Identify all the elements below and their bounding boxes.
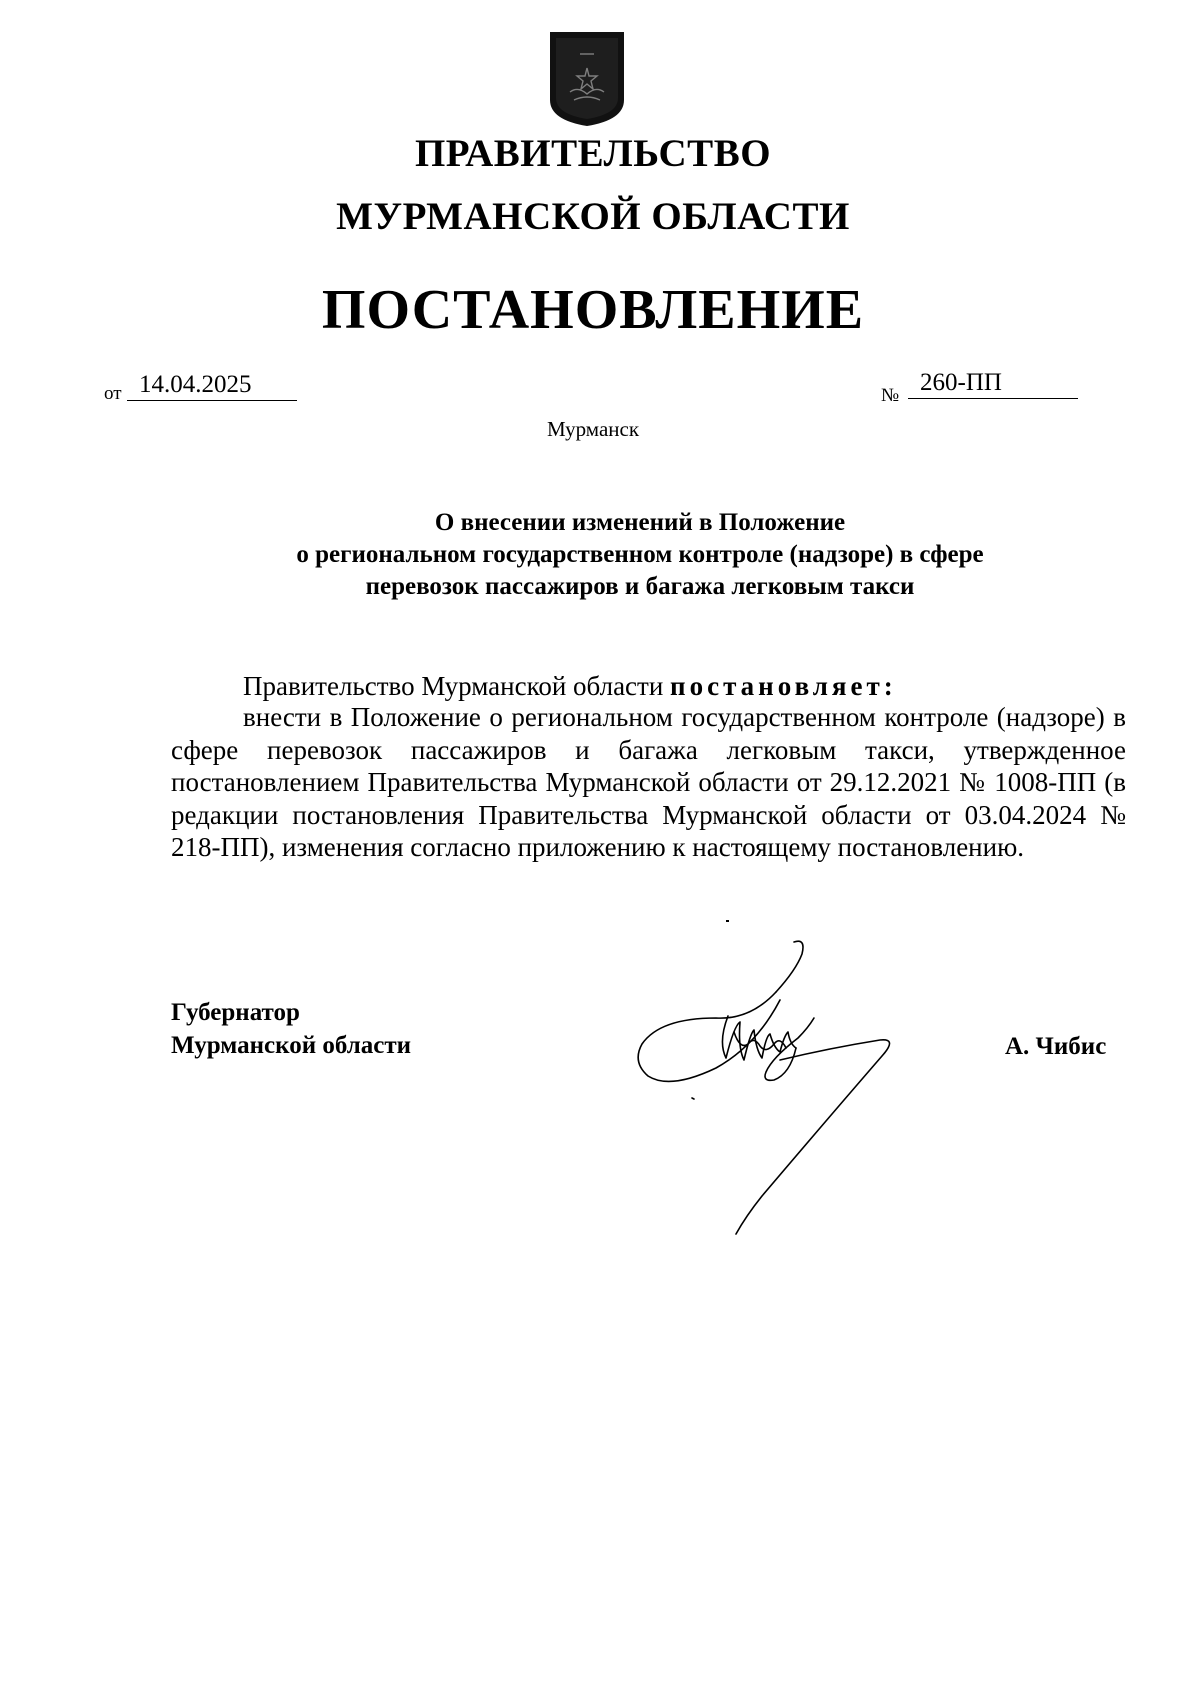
date-prefix-label: от <box>104 383 122 404</box>
signer-title <box>171 996 411 1062</box>
decree-word: постановляет: <box>670 671 897 701</box>
organization-name-line-1: ПРАВИТЕЛЬСТВО <box>414 132 772 175</box>
organization-name-line-2: МУРМАНСКОЙ ОБЛАСТИ <box>336 195 850 238</box>
handwritten-signature-icon <box>630 940 920 1240</box>
subject-line-2: о региональном государственном контроле (надзоре) в сфере <box>296 541 984 568</box>
document-type-heading: ПОСТАНОВЛЕНИЕ <box>321 279 865 341</box>
subject-line-1: О внесении изменений в Положение <box>434 509 846 536</box>
subject-line-3: перевозок пассажиров и багажа легковым такси <box>365 573 915 600</box>
document-number: 260-ПП <box>908 369 1078 399</box>
document-subject <box>200 507 1080 603</box>
signer-title-line-1: Губернатор <box>171 999 300 1026</box>
coat-of-arms-icon <box>548 30 626 128</box>
signer-title-line-2: Мурманской области <box>171 1032 412 1059</box>
number-prefix-label: № <box>881 385 900 406</box>
body-paragraph: внести в Положение о региональном государственном контроле (надзоре) в сфере перевозок пассажиров и багажа легковым такси, утвержденное постановлением Правительства Мурманской области от 29.12.2021 № 1008-ПП (в редакции постановления Правительства Мурманской области от 03.04.2024 № 218-ПП), изменения согласно приложению к настоящему постановлению. <box>171 702 1126 862</box>
document-date: 14.04.2025 <box>127 371 297 401</box>
signer-name: А. Чибис <box>1005 1033 1107 1060</box>
scan-speck <box>726 920 729 922</box>
city-label: Мурманск <box>546 417 640 441</box>
preamble <box>243 670 897 702</box>
preamble-lead: Правительство Мурманской области <box>243 671 664 701</box>
